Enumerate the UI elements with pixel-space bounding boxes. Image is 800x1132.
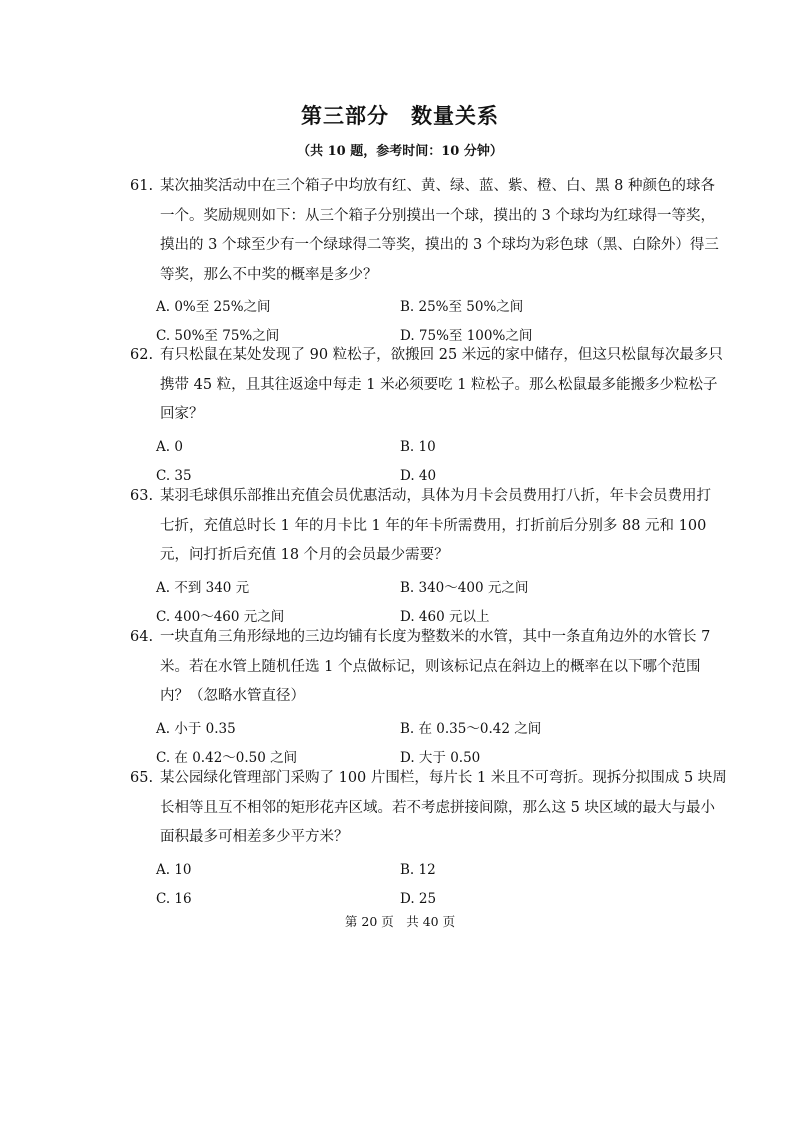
question-number: 64.	[130, 629, 154, 645]
question-61	[130, 172, 719, 351]
option-a: A. 0%至 25%之间	[156, 299, 271, 315]
question-number: 63.	[130, 488, 154, 504]
question-line: 米。若在水管上随机任选 1 个点做标记，则该标记点在斜边上的概率在以下哪个范围	[160, 658, 701, 675]
question-65	[130, 764, 727, 914]
option-b: B. 10	[400, 438, 436, 455]
question-number: 61.	[130, 178, 154, 194]
question-text	[130, 482, 711, 571]
option-d: D. 40	[400, 467, 437, 484]
option-c: C. 400～460 元之间	[156, 608, 285, 625]
question-number: 62.	[130, 347, 154, 363]
option-b: B. 12	[400, 861, 436, 878]
option-b: B. 25%至 50%之间	[400, 299, 524, 315]
question-text	[130, 764, 727, 853]
section-title: 第三部分 数量关系	[301, 104, 499, 128]
option-d: D. 25	[400, 890, 437, 907]
question-text	[130, 341, 723, 430]
question-line: 等奖，那么不中奖的概率是多少？	[160, 266, 378, 283]
option-d: D. 460 元以上	[400, 608, 490, 625]
page-footer: 第 20 页 共 40 页	[344, 914, 456, 929]
option-a: A. 小于 0.35	[156, 720, 236, 737]
question-line: 携带 45 粒，且其往返途中每走 1 米必须要吃 1 粒松子。那么松鼠最多能搬多少粒松子	[160, 376, 718, 393]
question-63	[130, 482, 711, 632]
option-d: D. 75%至 100%之间	[400, 328, 533, 344]
question-line: 七折，充值总时长 1 年的月卡比 1 年的年卡所需费用，打折前后分别多 88 元和 100	[160, 517, 707, 534]
question-line: 一个。奖励规则如下：从三个箱子分别摸出一个球，摸出的 3 个球均为红球得一等奖，	[160, 207, 715, 224]
question-line: 内？（忽略水管直径）	[160, 688, 305, 704]
question-line: 某公园绿化管理部门采购了 100 片围栏，每片长 1 米且不可弯折。现拆分拟围成 5 块周	[160, 770, 727, 786]
question-line: 面积最多可相差多少平方米？	[160, 829, 349, 845]
question-text	[130, 623, 711, 712]
question-line: 有只松鼠在某处发现了 90 粒松子，欲搬回 25 米远的家中储存，但这只松鼠每次最多只	[160, 347, 723, 363]
question-64	[130, 623, 711, 773]
question-line: 长相等且互不相邻的矩形花卉区域。若不考虑拼接间隙，那么这 5 块区域的最大与最小	[160, 799, 715, 816]
option-a: A. 10	[156, 861, 192, 878]
question-text	[130, 172, 719, 290]
option-a: A. 0	[156, 438, 183, 455]
option-d: D. 大于 0.50	[400, 749, 481, 766]
option-c: C. 在 0.42～0.50 之间	[156, 749, 298, 766]
question-line: 某次抽奖活动中在三个箱子中均放有红、黄、绿、蓝、紫、橙、白、黑 8 种颜色的球各	[160, 178, 715, 194]
option-a: A. 不到 340 元	[156, 579, 250, 596]
question-line: 元，问打折后充值 18 个月的会员最少需要？	[160, 547, 449, 563]
option-c: C. 50%至 75%之间	[156, 328, 280, 344]
question-62	[130, 341, 723, 491]
question-line: 某羽毛球俱乐部推出充值会员优惠活动，具体为月卡会员费用打八折，年卡会员费用打	[160, 488, 711, 504]
question-line: 一块直角三角形绿地的三边均铺有长度为整数米的水管，其中一条直角边外的水管长 7	[160, 629, 711, 645]
option-b: B. 340～400 元之间	[400, 579, 529, 596]
option-c: C. 16	[156, 890, 192, 907]
question-number: 65.	[130, 770, 154, 786]
question-line: 摸出的 3 个球至少有一个绿球得二等奖，摸出的 3 个球均为彩色球（黑、白除外）得三	[160, 237, 719, 253]
question-line: 回家？	[160, 406, 204, 422]
option-c: C. 35	[156, 467, 192, 484]
options	[130, 856, 690, 914]
section-subtitle: （共 10 题，参考时间：10 分钟）	[297, 144, 503, 159]
option-b: B. 在 0.35～0.42 之间	[400, 720, 542, 737]
